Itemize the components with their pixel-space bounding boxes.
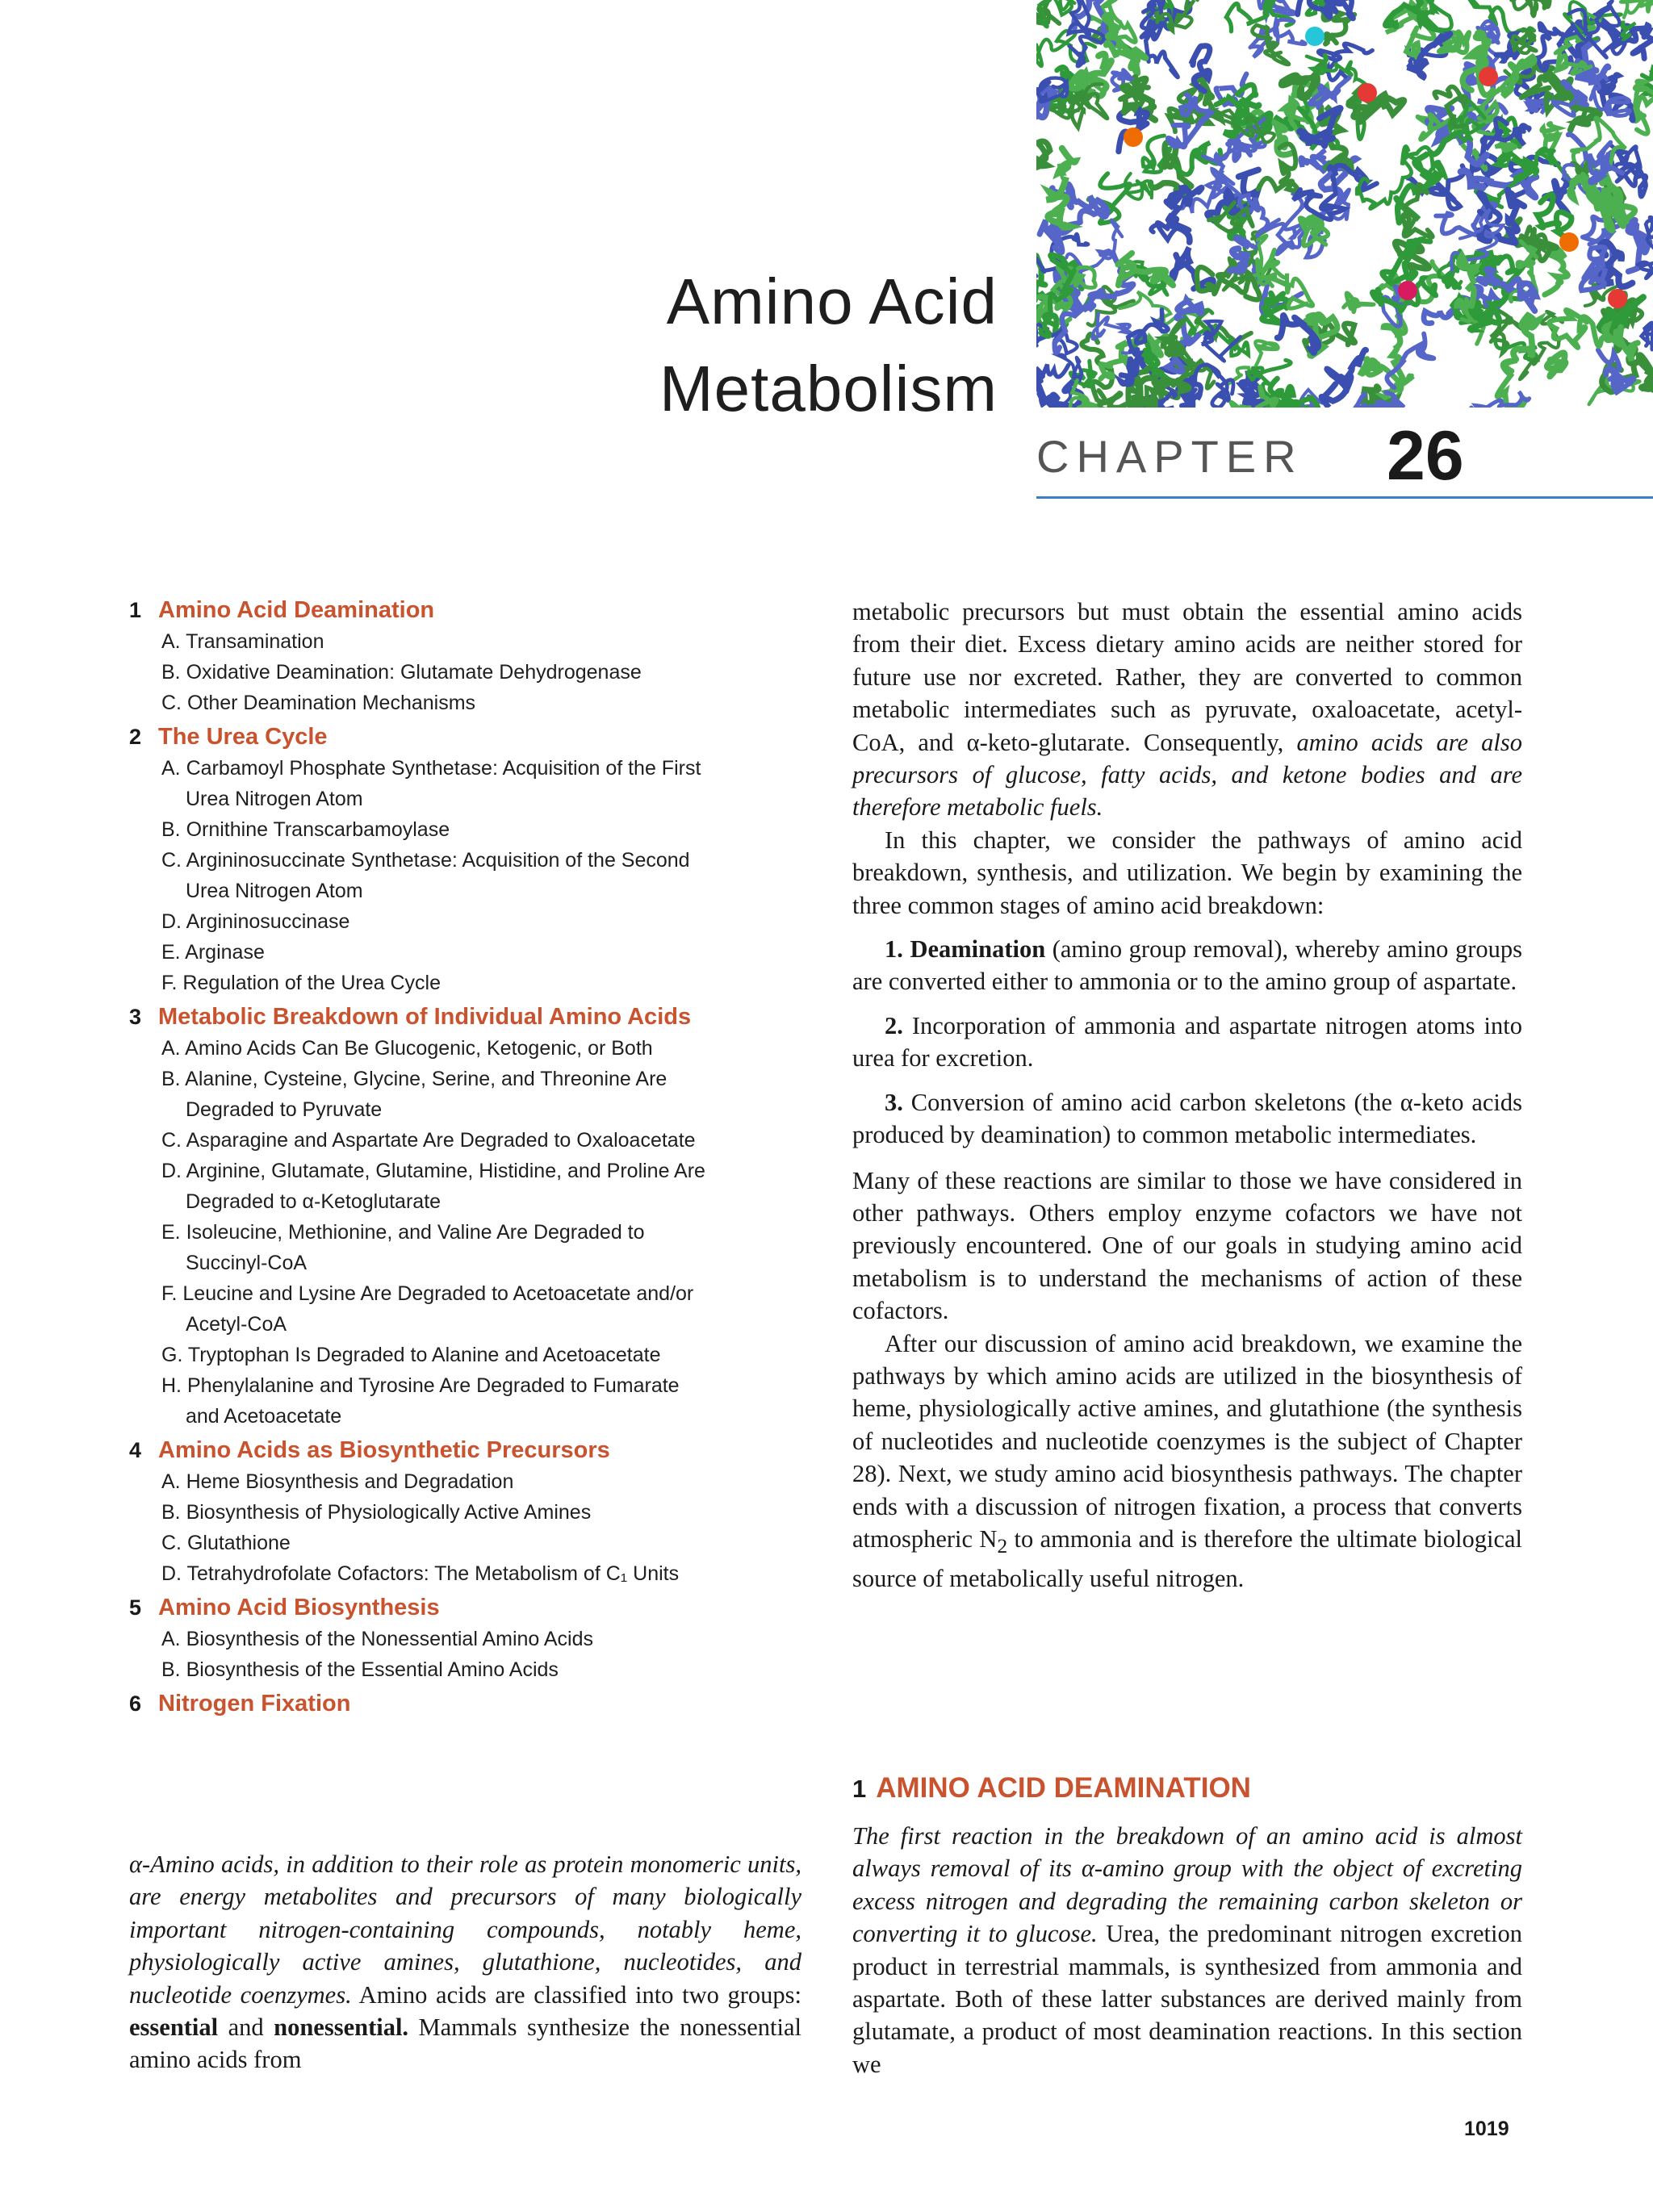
stage-1-text: (amino group removal), whereby amino groups are converted either to ammonia or to the amino group of aspartate.	[852, 935, 1523, 996]
toc-item	[129, 814, 799, 845]
stage-3	[852, 1086, 1522, 1152]
section-1-number: 1	[852, 1775, 867, 1803]
right-paragraph-2: In this chapter, we consider the pathways of amino acid breakdown, synthesis, and utilization. We begin by examining the three common stages of amino acid breakdown:	[852, 826, 1522, 919]
stage-2	[852, 1010, 1522, 1075]
toc-item	[129, 1278, 799, 1340]
stage-2-number: 2.	[885, 1011, 903, 1039]
intro-bold-nonessential: nonessential.	[274, 2013, 409, 2042]
toc-item-label: D. Tetrahydrofolate Cofactors: The Metabolism of C₁ Units	[161, 1562, 680, 1585]
toc-item-label: C. Argininosuccinate Synthetase: Acquisition of the Second	[161, 849, 690, 872]
toc-item	[129, 1654, 799, 1685]
toc-item	[129, 968, 799, 998]
toc-section-title: The Urea Cycle	[158, 724, 328, 750]
right-p1-italic: amino acids are also precursors of glucose, fatty acids, and ketone bodies and are therefore metabolic fuels.	[852, 728, 1523, 822]
toc-section-title: Metabolic Breakdown of Individual Amino Acids	[158, 1004, 692, 1030]
toc-section-title: Nitrogen Fixation	[158, 1691, 351, 1716]
stage-1-term: Deamination	[910, 935, 1046, 964]
toc-section-title: Amino Acid Deamination	[158, 597, 435, 623]
toc-section-4	[129, 1434, 799, 1466]
toc-item	[129, 1528, 799, 1558]
toc-item-label: G. Tryptophan Is Degraded to Alanine and Acetoacetate	[161, 1344, 661, 1366]
ligand-mark	[1398, 281, 1417, 300]
toc-item-label: F. Leucine and Lysine Are Degraded to Acetoacetate and/or	[161, 1282, 694, 1305]
toc-item	[129, 1558, 799, 1589]
toc-section-number: 2	[129, 725, 142, 749]
right-p4-text-b: to ammonia and is therefore the ultimate biological source of metabolically useful nitrogen.	[852, 1524, 1522, 1593]
toc-item-label: D. Arginine, Glutamate, Glutamine, Histidine, and Proline Are	[161, 1160, 705, 1182]
ligand-mark	[1559, 232, 1579, 252]
ligand-mark	[1479, 67, 1498, 86]
toc-item-continuation: Urea Nitrogen Atom	[186, 880, 363, 902]
toc-section-title: Amino Acids as Biosynthetic Precursors	[158, 1437, 610, 1463]
toc-item-label: D. Argininosuccinase	[161, 910, 350, 933]
toc-item	[129, 1340, 799, 1370]
right-paragraph-1	[852, 596, 1522, 824]
protein-structure-image	[1036, 0, 1653, 408]
toc-section-title: Amino Acid Biosynthesis	[158, 1595, 440, 1620]
toc-item-label: A. Biosynthesis of the Nonessential Amino Acids	[161, 1628, 594, 1650]
section-1-title: AMINO ACID DEAMINATION	[876, 1772, 1251, 1804]
toc-item-continuation: Acetyl-CoA	[186, 1313, 287, 1336]
chapter-number: 26	[1387, 417, 1464, 495]
toc-item-continuation: Degraded to Pyruvate	[186, 1098, 383, 1121]
toc-item-label: A. Transamination	[161, 630, 324, 653]
toc-section-number: 4	[129, 1438, 142, 1462]
ligand-mark	[1305, 27, 1324, 46]
toc-section-1	[129, 594, 799, 626]
toc-item	[129, 845, 799, 906]
intro-paragraph	[129, 1848, 801, 2076]
intro-text-2: and	[218, 2013, 274, 2042]
toc-item	[129, 1156, 799, 1217]
table-of-contents	[129, 592, 799, 1720]
intro-text-1: Amino acids are classified into two groups:	[351, 1980, 801, 2009]
toc-item-label: A. Heme Biosynthesis and Degradation	[161, 1470, 514, 1493]
toc-section-number: 6	[129, 1691, 142, 1716]
right-column-text	[852, 596, 1522, 1595]
toc-item-continuation: Degraded to α-Ketoglutarate	[186, 1190, 441, 1213]
chapter-title-line-1: Amino Acid	[666, 266, 998, 337]
toc-item-label: B. Biosynthesis of the Essential Amino Acids	[161, 1658, 559, 1681]
toc-item	[129, 753, 799, 814]
toc-section-2	[129, 721, 799, 753]
toc-item-label: C. Glutathione	[161, 1532, 291, 1554]
intro-bold-essential: essential	[129, 2013, 219, 2042]
toc-item-label: B. Biosynthesis of Physiologically Active Amines	[161, 1501, 592, 1524]
stage-1-number: 1.	[885, 935, 903, 964]
toc-item-label: F. Regulation of the Urea Cycle	[161, 972, 441, 994]
toc-item-label: B. Oxidative Deamination: Glutamate Dehydrogenase	[161, 661, 642, 684]
toc-section-number: 3	[129, 1005, 142, 1029]
toc-item-continuation: and Acetoacetate	[186, 1405, 342, 1428]
ligand-mark	[1358, 83, 1377, 102]
toc-item	[129, 1125, 799, 1156]
toc-section-number: 1	[129, 598, 142, 622]
toc-section-5	[129, 1591, 799, 1624]
toc-item-continuation: Urea Nitrogen Atom	[186, 788, 363, 810]
toc-item-label: C. Other Deamination Mechanisms	[161, 692, 476, 714]
section-1-body: Urea, the predominant nitrogen excretion product in terrestrial mammals, is synthesized from ammonia and aspartate. Both of these latter substances are derived mainly from glutamate, a product of most deamination reactions. In this section we	[852, 1920, 1522, 2078]
right-p1-text: metabolic precursors but must obtain the essential amino acids from their diet. Excess dietary amino acids are neither stored for future use nor excreted. Rather, they are converted to common metabolic intermediates such as pyruvate, oxaloacetate, acetyl-CoA, and α-keto-glutarate. Consequently,	[852, 598, 1522, 756]
stage-2-text: Incorporation of ammonia and aspartate nitrogen atoms into urea for excretion.	[852, 1011, 1522, 1073]
toc-item	[129, 1497, 799, 1528]
chapter-title-line-2: Metabolism	[659, 353, 998, 424]
toc-item	[129, 937, 799, 968]
toc-item-label: B. Alanine, Cysteine, Glycine, Serine, and Threonine Are	[161, 1068, 667, 1090]
toc-item	[129, 1624, 799, 1654]
ligand-mark	[1608, 289, 1627, 308]
toc-item-label: B. Ornithine Transcarbamoylase	[161, 818, 450, 841]
right-p4-subscript: 2	[997, 1535, 1008, 1558]
page-number: 1019	[1464, 2118, 1509, 2140]
right-p4-text-a: After our discussion of amino acid breakdown, we examine the pathways by which amino acids are utilized in the biosynthesis of heme, physiologically active amines, and glutathione (the synthesis of nucleotides and nucleotide coenzymes is the subject of Chapter 28). Next, we study amino acid biosynthesis pathways. The chapter ends with a discussion of nitrogen fixation, a process that converts atmospheric N	[852, 1329, 1522, 1553]
toc-item	[129, 626, 799, 657]
toc-section-number: 5	[129, 1595, 142, 1620]
toc-item	[129, 688, 799, 718]
toc-item-label: A. Amino Acids Can Be Glucogenic, Ketogenic, or Both	[161, 1037, 653, 1060]
stage-3-number: 3.	[885, 1088, 903, 1116]
intro-italic: α-Amino acids, in addition to their role as protein monomeric units, are energy metabolites and precursors of many biologically important nitrogen-containing compounds, notably heme, physiologically active amines, glutathione, nucleotides, and nucleotide coenzymes.	[129, 1850, 801, 2009]
ligand-mark	[1124, 128, 1143, 147]
toc-item-label: E. Arginase	[161, 941, 265, 964]
toc-item	[129, 1217, 799, 1278]
chapter-label: CHAPTER	[1036, 431, 1304, 482]
section-1-heading	[852, 1772, 1251, 1804]
toc-item-label: C. Asparagine and Aspartate Are Degraded to Oxaloacetate	[161, 1129, 696, 1152]
stage-3-text: Conversion of amino acid carbon skeletons (the α-keto acids produced by deamination) to common metabolic intermediates.	[852, 1088, 1522, 1149]
section-1-text	[852, 1820, 1522, 2080]
stage-1	[852, 933, 1522, 998]
toc-section-3	[129, 1001, 799, 1033]
toc-item	[129, 657, 799, 688]
right-paragraph-3: Many of these reactions are similar to those we have considered in other pathways. Others employ enzyme cofactors we have not previously encountered. One of our goals in studying amino acid metabolism is to understand the mechanisms of action of these cofactors.	[852, 1166, 1522, 1325]
toc-item	[129, 906, 799, 937]
toc-item-label: A. Carbamoyl Phosphate Synthetase: Acquisition of the First	[161, 757, 701, 780]
section-1-italic: The first reaction in the breakdown of an amino acid is almost always removal of its α-amino group with the object of excreting excess nitrogen and degrading the remaining carbon skeleton or converting it to glucose.	[852, 1822, 1522, 1948]
toc-item	[129, 1064, 799, 1125]
toc-section-6	[129, 1687, 799, 1720]
right-paragraph-4	[852, 1328, 1522, 1595]
toc-item	[129, 1466, 799, 1497]
chapter-rule	[1036, 496, 1653, 499]
toc-item-continuation: Succinyl-CoA	[186, 1252, 308, 1274]
toc-item	[129, 1033, 799, 1064]
toc-item	[129, 1370, 799, 1432]
toc-item-label: H. Phenylalanine and Tyrosine Are Degraded to Fumarate	[161, 1374, 680, 1397]
intro-text-3: Mammals synthesize the nonessential amino acids from	[129, 2013, 801, 2074]
toc-item-label: E. Isoleucine, Methionine, and Valine Are Degraded to	[161, 1221, 645, 1244]
